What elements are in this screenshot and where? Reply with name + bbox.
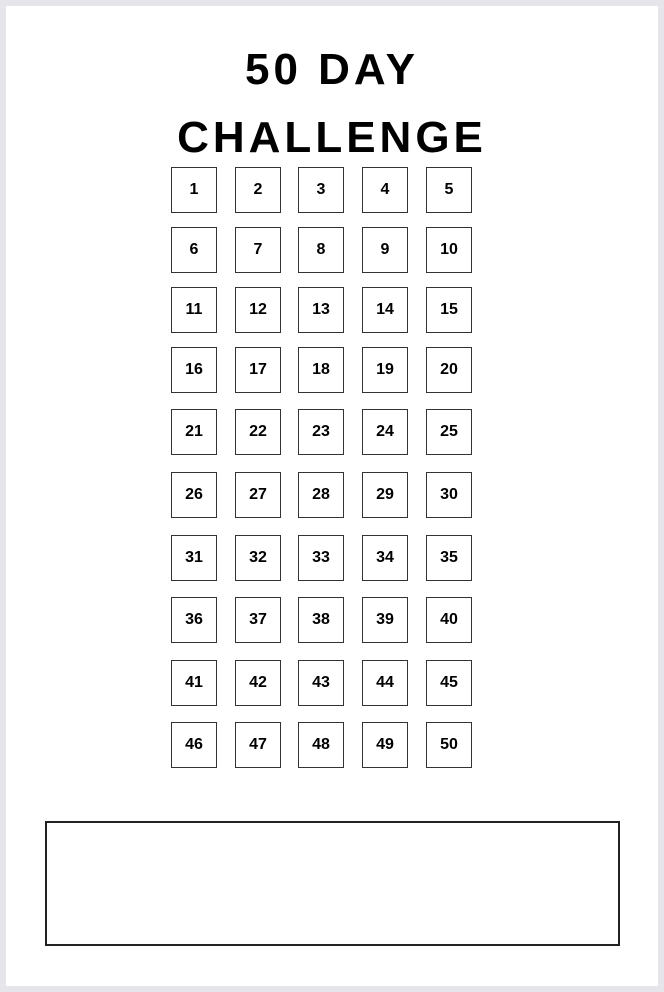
day-box[interactable]: 7 (235, 227, 281, 273)
day-box[interactable]: 6 (171, 227, 217, 273)
day-box[interactable]: 15 (426, 287, 472, 333)
day-box[interactable]: 39 (362, 597, 408, 643)
day-box[interactable]: 1 (171, 167, 217, 213)
day-box[interactable]: 25 (426, 409, 472, 455)
day-box[interactable]: 48 (298, 722, 344, 768)
day-box[interactable]: 10 (426, 227, 472, 273)
day-box[interactable]: 42 (235, 660, 281, 706)
day-box[interactable]: 27 (235, 472, 281, 518)
day-box[interactable]: 20 (426, 347, 472, 393)
day-box[interactable]: 31 (171, 535, 217, 581)
day-box[interactable]: 36 (171, 597, 217, 643)
day-box[interactable]: 8 (298, 227, 344, 273)
day-box[interactable]: 4 (362, 167, 408, 213)
day-box[interactable]: 49 (362, 722, 408, 768)
day-box[interactable]: 17 (235, 347, 281, 393)
day-box[interactable]: 50 (426, 722, 472, 768)
day-box[interactable]: 45 (426, 660, 472, 706)
notes-box[interactable] (45, 821, 620, 946)
day-box[interactable]: 26 (171, 472, 217, 518)
day-box[interactable]: 16 (171, 347, 217, 393)
day-box[interactable]: 40 (426, 597, 472, 643)
day-box[interactable]: 30 (426, 472, 472, 518)
day-box[interactable]: 24 (362, 409, 408, 455)
day-box[interactable]: 33 (298, 535, 344, 581)
day-box[interactable]: 46 (171, 722, 217, 768)
day-box[interactable]: 23 (298, 409, 344, 455)
day-box[interactable]: 2 (235, 167, 281, 213)
day-box[interactable]: 9 (362, 227, 408, 273)
title-line-1: 50 DAY (244, 45, 420, 94)
day-box[interactable]: 14 (362, 287, 408, 333)
day-box[interactable]: 21 (171, 409, 217, 455)
day-box[interactable]: 41 (171, 660, 217, 706)
day-box[interactable]: 5 (426, 167, 472, 213)
day-box[interactable]: 43 (298, 660, 344, 706)
day-box[interactable]: 35 (426, 535, 472, 581)
day-box[interactable]: 37 (235, 597, 281, 643)
day-box[interactable]: 18 (298, 347, 344, 393)
day-box[interactable]: 38 (298, 597, 344, 643)
day-box[interactable]: 34 (362, 535, 408, 581)
day-box[interactable]: 13 (298, 287, 344, 333)
day-box[interactable]: 22 (235, 409, 281, 455)
day-box[interactable]: 19 (362, 347, 408, 393)
day-box[interactable]: 47 (235, 722, 281, 768)
day-box[interactable]: 12 (235, 287, 281, 333)
day-box[interactable]: 3 (298, 167, 344, 213)
day-box[interactable]: 29 (362, 472, 408, 518)
day-box[interactable]: 11 (171, 287, 217, 333)
day-box[interactable]: 28 (298, 472, 344, 518)
day-box[interactable]: 44 (362, 660, 408, 706)
title-line-2: CHALLENGE (177, 113, 487, 162)
day-box[interactable]: 32 (235, 535, 281, 581)
